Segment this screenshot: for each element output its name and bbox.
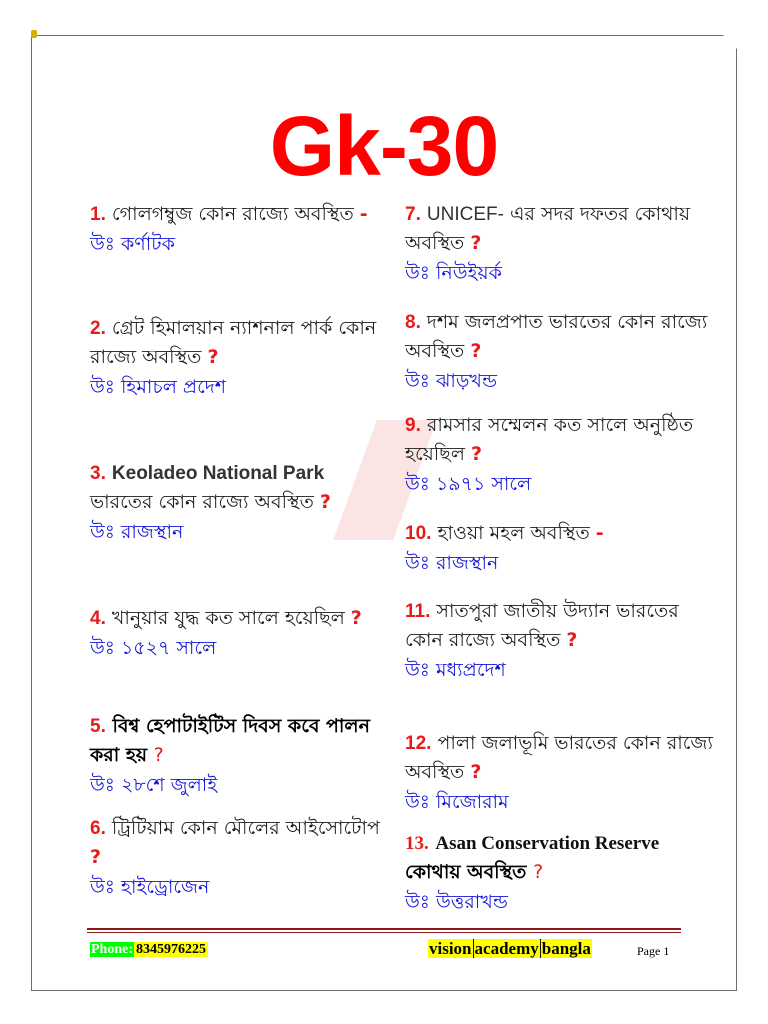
qa-item-1 [90, 200, 380, 314]
brand-word-academy: academy [474, 939, 539, 958]
question-mark: ? [90, 846, 102, 868]
question-english: Asan Conservation Reserve [435, 833, 660, 854]
qa-item-9 [405, 411, 715, 519]
question-body: গ্রেট হিমালয়ান ন্যাশনাল পার্ক কোন রাজ্যে অবস্থিত [90, 317, 377, 368]
qa-item-11 [405, 597, 715, 729]
question-text [90, 712, 380, 770]
question-body: ভারতের কোন রাজ্যে অবস্থিত [90, 491, 314, 513]
question-body: হাওয়া মহল অবস্থিত [437, 522, 590, 544]
question-number: 5. [90, 716, 106, 737]
question-number: 12. [405, 733, 432, 754]
question-mark: ? [319, 491, 331, 513]
right-column [405, 200, 715, 917]
qa-item-13 [405, 829, 715, 917]
question-body: রামসার সম্মেলন কত সালে অনুষ্ঠিত হয়েছিল [405, 414, 694, 465]
question-mark: ? [350, 607, 362, 629]
question-number: 4. [90, 608, 106, 629]
question-body: কোথায় অবস্থিত [405, 861, 527, 883]
question-english: Keoladeo National Park [111, 463, 325, 484]
question-number: 13. [405, 833, 429, 854]
answer-text: উঃ ১৫২৭ সালে [90, 637, 217, 659]
question-text [405, 411, 715, 469]
answer-text: উঃ কর্ণাটক [90, 233, 175, 255]
question-number: 11. [405, 601, 431, 622]
answer-text: উঃ রাজস্থান [90, 521, 184, 543]
question-text [90, 604, 380, 633]
question-mark: ? [470, 340, 482, 362]
qa-item-7 [405, 200, 715, 308]
qa-item-2 [90, 314, 380, 459]
question-text [405, 519, 715, 548]
footer-phone [90, 940, 208, 960]
page-title: Gk-30 [269, 99, 499, 193]
page-number: Page 1 [637, 944, 670, 958]
phone-label: Phone: [91, 942, 133, 957]
answer-text: উঃ ১৯৭১ সালে [405, 473, 532, 495]
question-body: বিশ্ব হেপাটাইটিস দিবস কবে পালন করা হয় [90, 715, 370, 766]
question-number: 7. [405, 204, 421, 225]
question-body: খানুয়ার যুদ্ধ কত সালে হয়েছিল [111, 607, 345, 629]
answer-text: উঃ উত্তরাখন্ড [405, 891, 508, 913]
qa-item-5 [90, 712, 380, 814]
answer-text: উঃ হিমাচল প্রদেশ [90, 376, 226, 398]
question-text [405, 597, 715, 655]
left-column [90, 200, 380, 902]
qa-item-12 [405, 729, 715, 829]
qa-item-8 [405, 308, 715, 411]
qa-item-10 [405, 519, 715, 597]
question-text [90, 459, 380, 517]
answer-text: উঃ ২৮শে জুলাই [90, 774, 218, 796]
answer-text: উঃ নিউইয়র্ক [405, 262, 502, 284]
answer-text: উঃ মিজোরাম [405, 791, 509, 813]
brand-word-vision: vision [429, 939, 472, 958]
answer-text: উঃ রাজস্থান [405, 552, 499, 574]
qa-item-3 [90, 459, 380, 604]
question-mark: ? [566, 629, 578, 651]
question-body: সাতপুরা জাতীয় উদ্যান ভারতের কোন রাজ্যে অবস্থিত [405, 600, 679, 651]
question-text [90, 200, 380, 229]
question-number: 9. [405, 415, 421, 436]
question-body: গোলগম্বুজ কোন রাজ্যে অবস্থিত [111, 203, 354, 225]
phone-number: 8345976225 [136, 942, 206, 957]
question-mark: ? [470, 761, 482, 783]
qa-item-4 [90, 604, 380, 712]
answer-text: উঃ ঝাড়খন্ড [405, 370, 498, 392]
brand-word-academy-wrap [473, 939, 541, 958]
question-number: 1. [90, 204, 106, 225]
question-body: পালা জলাভূমি ভারতের কোন রাজ্যে অবস্থিত [405, 732, 713, 783]
question-text [405, 200, 715, 258]
anchor-mark-icon [31, 30, 37, 38]
question-number: 8. [405, 312, 421, 333]
question-body: এর সদর দফতর কোথায় অবস্থিত [405, 203, 691, 254]
answer-text: উঃ মধ্যপ্রদেশ [405, 659, 506, 681]
brand-word-bangla: bangla [541, 939, 591, 958]
question-mark: ? [207, 346, 219, 368]
question-number: 2. [90, 318, 106, 339]
question-mark: ? [470, 232, 482, 254]
question-body: ট্রিটিয়াম কোন মৌলের আইসোটোপ [111, 817, 380, 839]
question-text [405, 829, 715, 887]
footer-brand [428, 938, 592, 960]
question-number: 10. [405, 523, 432, 544]
footer-rule-thin [87, 932, 681, 933]
answer-text: উঃ হাইড্রোজেন [90, 876, 210, 898]
question-mark: - [595, 522, 604, 544]
question-text [405, 729, 715, 787]
footer-rule [87, 928, 681, 930]
question-mark: ? [533, 861, 544, 883]
question-mark: ? [470, 443, 482, 465]
question-mark: - [359, 203, 368, 225]
qa-item-6 [90, 814, 380, 902]
question-text [90, 814, 380, 872]
question-english: UNICEF- [426, 204, 504, 225]
question-body: দশম জলপ্রপাত ভারতের কোন রাজ্যে অবস্থিত [405, 311, 708, 362]
question-mark: ? [153, 744, 164, 766]
question-text [405, 308, 715, 366]
question-number: 6. [90, 818, 106, 839]
question-text [90, 314, 380, 372]
page-corner-fold [723, 35, 737, 49]
question-number: 3. [90, 463, 106, 484]
